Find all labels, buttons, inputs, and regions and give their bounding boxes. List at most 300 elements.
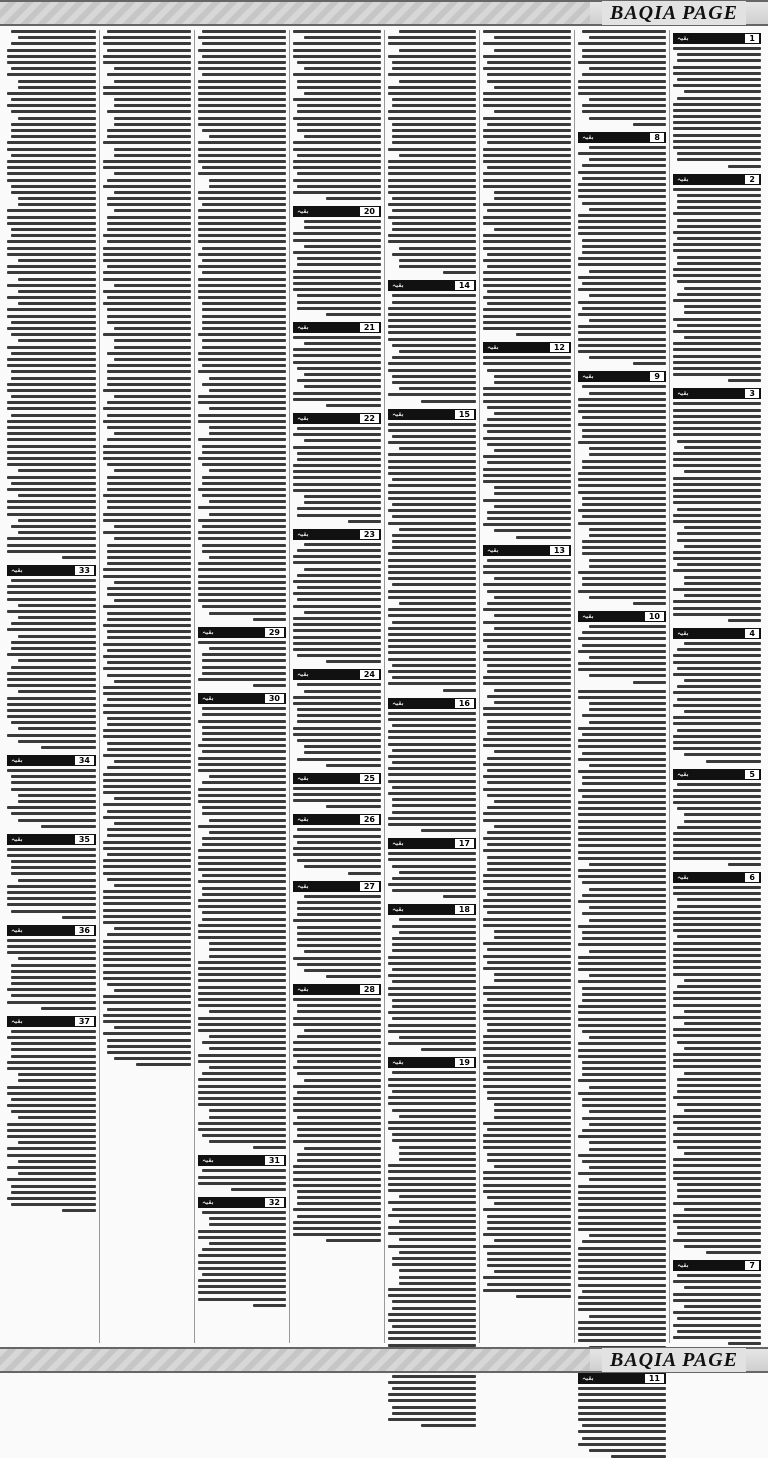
article-text xyxy=(198,707,286,1149)
footer-stripes xyxy=(0,1349,590,1371)
text-line xyxy=(388,369,476,372)
text-line xyxy=(202,1211,286,1214)
text-line xyxy=(7,769,96,772)
text-line xyxy=(578,1302,666,1305)
article-number: 26 xyxy=(360,815,379,824)
text-line xyxy=(494,1109,571,1112)
text-line xyxy=(103,785,191,788)
header-title: BAQIA PAGE xyxy=(602,1,746,25)
text-line xyxy=(578,807,666,810)
text-line xyxy=(582,931,666,934)
article-block xyxy=(578,132,666,366)
article-number: 33 xyxy=(75,566,94,575)
text-line xyxy=(578,344,666,347)
text-line xyxy=(7,401,96,404)
text-line xyxy=(18,469,96,472)
text-line xyxy=(202,525,286,528)
text-line xyxy=(494,979,571,982)
text-line xyxy=(487,166,571,169)
text-line xyxy=(107,636,191,639)
text-line xyxy=(114,172,191,175)
text-line xyxy=(392,798,476,801)
text-line xyxy=(392,534,476,537)
text-line xyxy=(202,383,286,386)
text-line xyxy=(7,610,96,613)
text-line xyxy=(114,327,191,330)
text-line xyxy=(388,1183,476,1186)
text-line xyxy=(483,744,571,747)
text-line xyxy=(677,206,761,209)
text-line xyxy=(487,645,571,648)
text-line xyxy=(198,172,286,175)
text-line xyxy=(483,1078,571,1081)
text-line xyxy=(293,160,381,163)
text-line xyxy=(487,461,571,464)
text-line xyxy=(107,377,191,380)
text-line xyxy=(388,577,476,580)
text-line xyxy=(388,645,476,648)
text-line xyxy=(198,284,286,287)
text-line xyxy=(487,80,571,83)
article-block xyxy=(293,881,381,978)
text-line xyxy=(62,556,96,559)
text-line xyxy=(494,596,571,599)
text-line xyxy=(399,80,476,83)
text-line xyxy=(582,239,666,242)
text-line xyxy=(399,602,476,605)
text-line xyxy=(578,801,666,804)
text-line xyxy=(11,721,96,724)
text-line xyxy=(483,117,571,120)
footer-banner xyxy=(0,1347,768,1373)
text-line xyxy=(198,998,286,1001)
text-line xyxy=(677,200,761,203)
text-line xyxy=(673,433,761,436)
text-line xyxy=(103,872,191,875)
article-number-bar xyxy=(388,1057,476,1068)
text-line xyxy=(11,866,96,869)
text-line xyxy=(62,1209,96,1212)
article-text xyxy=(483,356,571,538)
text-line xyxy=(421,400,476,403)
text-line xyxy=(198,1279,286,1282)
article-label: بقیہ xyxy=(297,881,309,890)
article-number-bar xyxy=(578,132,666,143)
text-line xyxy=(209,432,286,435)
text-line xyxy=(673,673,761,676)
text-line xyxy=(103,166,191,169)
text-line xyxy=(293,446,381,449)
text-line xyxy=(293,251,381,254)
text-line xyxy=(198,769,286,772)
article-block xyxy=(388,280,476,402)
article-number-bar xyxy=(388,904,476,915)
column-3 xyxy=(479,30,574,1343)
text-line xyxy=(483,924,571,927)
text-line xyxy=(487,209,571,212)
text-line xyxy=(582,460,666,463)
text-line xyxy=(483,967,571,970)
text-line xyxy=(198,414,286,417)
text-line xyxy=(293,288,381,291)
text-line xyxy=(494,825,571,828)
text-line xyxy=(198,191,286,194)
text-line xyxy=(7,426,96,429)
text-line xyxy=(297,507,381,510)
text-line xyxy=(293,433,381,436)
text-line xyxy=(198,1054,286,1057)
text-line xyxy=(578,423,666,426)
text-line xyxy=(677,1103,761,1106)
article-number-bar xyxy=(7,565,96,576)
text-line xyxy=(578,1135,666,1138)
text-line xyxy=(578,1253,666,1256)
text-line xyxy=(107,612,191,615)
text-line xyxy=(578,844,666,847)
text-line xyxy=(297,932,381,935)
text-line xyxy=(202,893,286,896)
text-line xyxy=(293,276,381,279)
text-line xyxy=(304,969,381,972)
text-line xyxy=(198,506,286,509)
text-line xyxy=(198,265,286,268)
article-label: بقیہ xyxy=(677,389,689,398)
text-line xyxy=(399,350,476,353)
text-line xyxy=(677,53,761,56)
text-line xyxy=(589,36,666,39)
text-line xyxy=(202,666,286,669)
article-number-bar xyxy=(673,628,761,639)
article-text xyxy=(483,559,571,1298)
text-line xyxy=(673,402,761,405)
text-line xyxy=(578,1018,666,1021)
text-line xyxy=(578,571,666,574)
text-line xyxy=(684,753,761,756)
text-line xyxy=(487,511,571,514)
article-number: 30 xyxy=(265,694,284,703)
text-line xyxy=(578,690,666,693)
header-banner xyxy=(0,0,768,26)
text-line xyxy=(326,313,381,316)
text-line xyxy=(633,681,666,684)
text-line xyxy=(582,385,666,388)
text-line xyxy=(392,1307,476,1310)
text-line xyxy=(589,596,666,599)
text-line xyxy=(392,724,476,727)
text-line xyxy=(202,1169,286,1172)
text-line xyxy=(304,495,381,498)
text-line xyxy=(392,937,476,940)
text-line xyxy=(589,294,666,297)
text-line xyxy=(103,902,191,905)
text-line xyxy=(7,1086,96,1089)
text-line xyxy=(7,891,96,894)
text-line xyxy=(399,259,476,262)
article-block xyxy=(388,30,476,274)
text-line xyxy=(684,1047,761,1050)
article-label: بقیہ xyxy=(11,834,23,843)
text-line xyxy=(209,942,286,945)
text-line xyxy=(578,980,666,983)
text-line xyxy=(578,739,666,742)
text-line xyxy=(399,1276,476,1279)
text-line xyxy=(392,1375,476,1378)
text-line xyxy=(107,488,191,491)
text-line xyxy=(487,1258,571,1261)
text-line xyxy=(293,30,381,33)
text-line xyxy=(578,42,666,45)
text-line xyxy=(297,110,381,113)
text-line xyxy=(388,42,476,45)
text-line xyxy=(107,810,191,813)
text-line xyxy=(114,80,191,83)
text-line xyxy=(578,1284,666,1287)
text-line xyxy=(209,1140,286,1143)
text-line xyxy=(673,600,761,603)
text-line xyxy=(297,294,381,297)
text-line xyxy=(114,191,191,194)
text-line xyxy=(107,401,191,404)
text-line xyxy=(18,197,96,200)
text-line xyxy=(677,1183,761,1186)
text-line xyxy=(388,466,476,469)
text-line xyxy=(293,847,381,850)
text-line xyxy=(388,429,476,432)
text-line xyxy=(209,469,286,472)
text-line xyxy=(673,942,761,945)
article-number: 32 xyxy=(265,1198,284,1207)
text-line xyxy=(589,1141,666,1144)
text-line xyxy=(673,1336,761,1339)
text-line xyxy=(253,684,286,687)
text-line xyxy=(677,194,761,197)
text-line xyxy=(684,287,761,290)
text-line xyxy=(297,86,381,89)
text-line xyxy=(11,42,96,45)
text-line xyxy=(11,1203,96,1206)
text-line xyxy=(399,30,476,33)
text-line xyxy=(297,1072,381,1075)
text-line xyxy=(202,806,286,809)
text-line xyxy=(392,381,476,384)
text-line xyxy=(11,788,96,791)
text-line xyxy=(483,1208,571,1211)
text-line xyxy=(677,898,761,901)
text-line xyxy=(103,940,191,943)
text-line xyxy=(487,1097,571,1100)
text-line xyxy=(399,387,476,390)
article-block xyxy=(293,206,381,316)
text-line xyxy=(297,257,381,260)
text-line xyxy=(487,1153,571,1156)
text-line xyxy=(483,1146,571,1149)
text-line xyxy=(7,734,96,737)
text-line xyxy=(582,912,666,915)
text-line xyxy=(297,1091,381,1094)
text-line xyxy=(578,968,666,971)
text-line xyxy=(388,55,476,58)
text-line xyxy=(114,67,191,70)
text-line xyxy=(578,1296,666,1299)
text-line xyxy=(673,520,761,523)
text-line xyxy=(198,880,286,883)
text-line xyxy=(18,616,96,619)
text-line xyxy=(673,844,761,847)
text-line xyxy=(633,123,666,126)
text-line xyxy=(7,166,96,169)
text-line xyxy=(589,919,666,922)
text-line xyxy=(673,103,761,106)
text-line xyxy=(326,404,381,407)
text-line xyxy=(487,123,571,126)
text-line xyxy=(483,676,571,679)
text-line xyxy=(198,849,286,852)
text-line xyxy=(392,804,476,807)
text-line xyxy=(673,109,761,112)
text-line xyxy=(209,185,286,188)
text-line xyxy=(582,1290,666,1293)
text-line xyxy=(198,1230,286,1233)
text-line xyxy=(578,1172,666,1175)
text-line xyxy=(578,851,666,854)
text-line xyxy=(673,72,761,75)
text-line xyxy=(677,508,761,511)
text-line xyxy=(202,659,286,662)
article-number: 15 xyxy=(455,410,474,419)
text-line xyxy=(107,562,191,565)
text-line xyxy=(578,1247,666,1250)
text-line xyxy=(684,446,761,449)
text-line xyxy=(673,857,761,860)
text-line xyxy=(392,968,476,971)
text-line xyxy=(677,1189,761,1192)
article-text xyxy=(388,918,476,1051)
article-number-bar xyxy=(673,769,761,780)
text-line xyxy=(198,1060,286,1063)
text-line xyxy=(582,1073,666,1076)
text-line xyxy=(589,1234,666,1237)
text-line xyxy=(297,901,381,904)
text-line xyxy=(293,727,381,730)
text-line xyxy=(388,313,476,316)
text-line xyxy=(198,1091,286,1094)
text-line xyxy=(7,684,96,687)
text-line xyxy=(293,605,381,608)
text-line xyxy=(589,453,666,456)
text-line xyxy=(293,1171,381,1174)
text-line xyxy=(589,1449,666,1452)
text-line xyxy=(114,117,191,120)
text-line xyxy=(388,92,476,95)
text-line xyxy=(392,344,476,347)
article-number-bar xyxy=(673,1260,761,1271)
text-line xyxy=(7,209,96,212)
text-line xyxy=(673,330,761,333)
text-line xyxy=(114,760,191,763)
text-line xyxy=(673,1053,761,1056)
text-line xyxy=(388,307,476,310)
text-line xyxy=(103,729,191,732)
text-line xyxy=(209,513,286,516)
text-line xyxy=(673,373,761,376)
text-line xyxy=(388,453,476,456)
text-line xyxy=(388,86,476,89)
text-line xyxy=(392,1387,476,1390)
article-number-bar xyxy=(293,814,381,825)
article-text xyxy=(7,1030,96,1212)
text-line xyxy=(487,831,571,834)
text-line xyxy=(487,61,571,64)
article-number: 10 xyxy=(645,612,664,621)
text-line xyxy=(388,883,476,886)
text-line xyxy=(7,346,96,349)
text-line xyxy=(18,819,96,822)
text-line xyxy=(677,539,761,542)
text-line xyxy=(483,437,571,440)
article-text xyxy=(578,625,666,684)
text-line xyxy=(483,92,571,95)
text-line xyxy=(578,232,666,235)
text-line xyxy=(114,680,191,683)
text-line xyxy=(582,1117,666,1120)
text-line xyxy=(684,820,761,823)
text-line xyxy=(198,1122,286,1125)
text-line xyxy=(7,148,96,151)
text-line xyxy=(198,744,286,747)
text-line xyxy=(7,308,96,311)
text-line xyxy=(326,805,381,808)
text-line xyxy=(198,1097,286,1100)
text-line xyxy=(399,1158,476,1161)
text-line xyxy=(578,962,666,965)
text-line xyxy=(293,148,381,151)
text-line xyxy=(684,1286,761,1289)
text-line xyxy=(103,531,191,534)
text-line xyxy=(578,789,666,792)
text-line xyxy=(483,129,571,132)
text-line xyxy=(388,216,476,219)
text-line xyxy=(293,179,381,182)
text-line xyxy=(684,305,761,308)
text-line xyxy=(202,837,286,840)
text-line xyxy=(388,423,476,426)
text-line xyxy=(114,395,191,398)
text-line xyxy=(582,282,666,285)
text-line xyxy=(399,1152,476,1155)
text-line xyxy=(7,247,96,250)
article-text xyxy=(293,543,381,664)
article-block xyxy=(293,773,381,809)
text-line xyxy=(107,383,191,386)
article-number-bar xyxy=(293,206,381,217)
text-line xyxy=(487,1252,571,1255)
article-block xyxy=(198,1155,286,1191)
text-line xyxy=(7,364,96,367)
text-line xyxy=(483,986,571,989)
text-line xyxy=(202,482,286,485)
text-line xyxy=(209,775,286,778)
text-line xyxy=(677,1084,761,1087)
text-line xyxy=(7,513,96,516)
text-line xyxy=(198,720,286,723)
text-line xyxy=(18,519,96,522)
text-line xyxy=(483,42,571,45)
text-line xyxy=(673,127,761,130)
article-number: 6 xyxy=(745,873,759,882)
text-line xyxy=(11,666,96,669)
article-label: بقیہ xyxy=(677,1261,689,1269)
text-line xyxy=(483,887,571,890)
